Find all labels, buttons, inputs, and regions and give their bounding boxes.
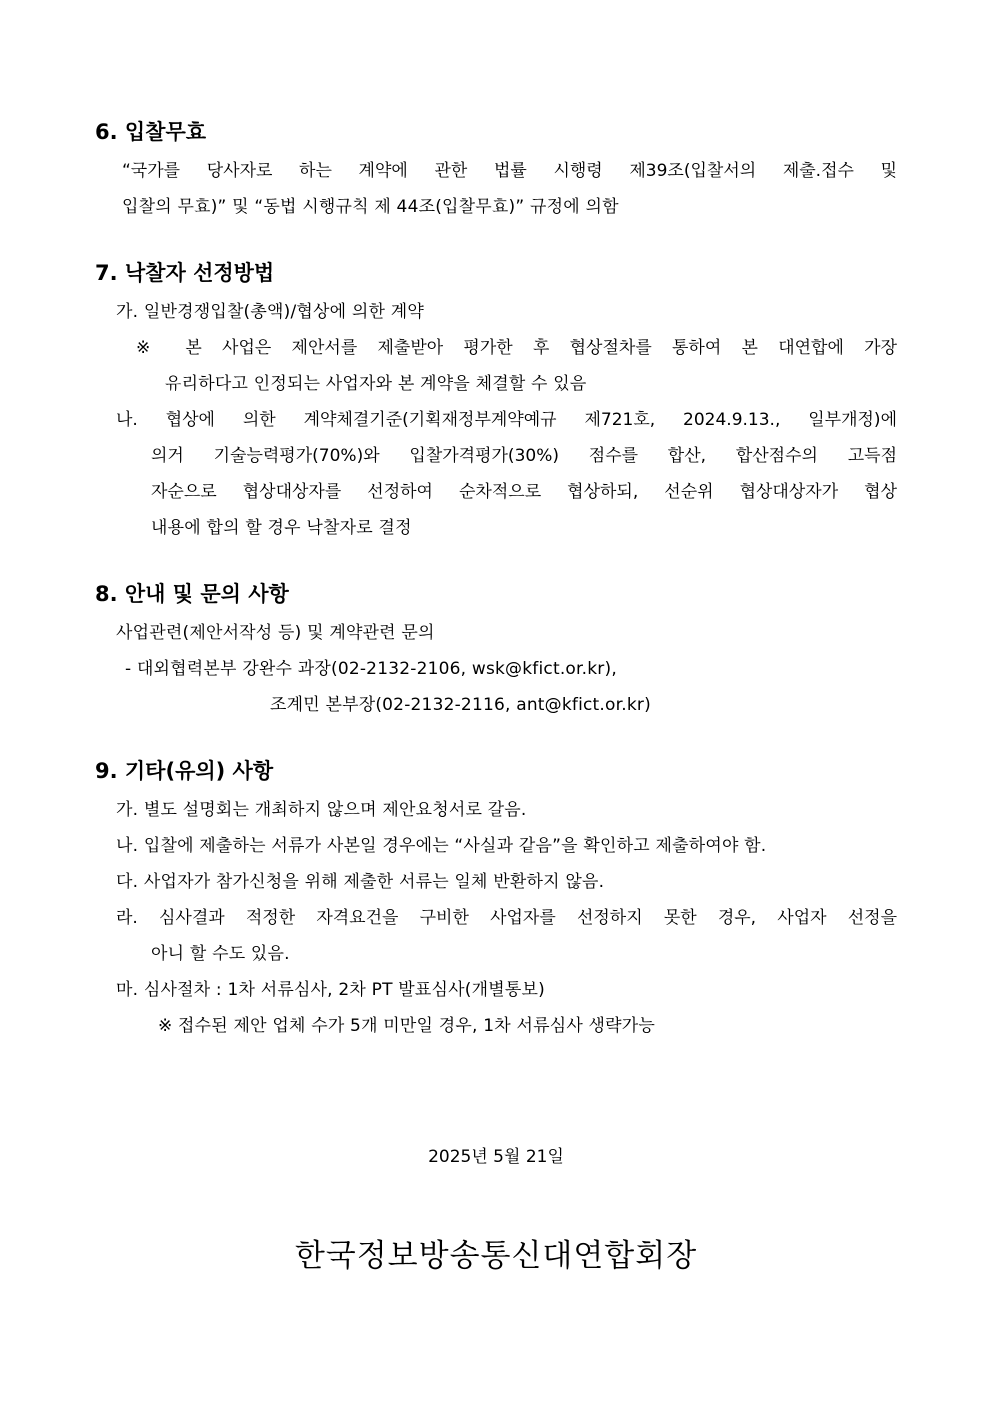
section-8-title: 8. 안내 및 문의 사항 [95,582,289,606]
section-6-title: 6. 입찰무효 [95,120,207,144]
section-6-line-1: “국가를 당사자로 하는 계약에 관한 법률 시행령 제39조(입찰서의 제출.접수 및 [122,161,897,181]
section-9-item-na: 나. 입찰에 제출하는 서류가 사본일 경우에는 “사실과 같음”을 확인하고 제출하여야 함. [116,836,767,856]
section-7-item-ga: 가. 일반경쟁입찰(총액)/협상에 의한 계약 [116,302,424,322]
section-7-note-line-2: 유리하다고 인정되는 사업자와 본 계약을 체결할 수 있음 [165,374,587,394]
section-9-title: 9. 기타(유의) 사항 [95,759,274,783]
document-date: 2025년 5월 21일 [428,1147,564,1167]
section-7-note-line-1: ※ 본 사업은 제안서를 제출받아 평가한 후 협상절차를 통하여 본 대연합에 가장 [136,338,897,358]
section-9-item-da: 다. 사업자가 참가신청을 위해 제출한 서류는 일체 반환하지 않음. [116,872,605,892]
section-9-item-ma: 마. 심사절차 : 1차 서류심사, 2차 PT 발표심사(개별통보) [116,980,545,1000]
section-9-item-ga: 가. 별도 설명회는 개최하지 않으며 제안요청서로 갈음. [116,800,527,820]
section-6-line-2: 입찰의 무효)” 및 “동법 시행규칙 제 44조(입찰무효)” 규정에 의함 [122,197,619,217]
section-8-contact-2: 조계민 본부장(02-2132-2116, ant@kfict.or.kr) [270,695,651,715]
section-7-item-na-line-3: 자순으로 협상대상자를 선정하여 순차적으로 협상하되, 선순위 협상대상자가 협상 [151,482,897,502]
section-9-item-ra-line-2: 아니 할 수도 있음. [151,944,290,964]
section-8-line-1: 사업관련(제안서작성 등) 및 계약관련 문의 [116,623,435,643]
section-8-contact-1: - 대외협력본부 강완수 과장(02-2132-2106, wsk@kfict.or.kr), [125,659,617,679]
issuer-signature: 한국정보방송통신대연합회장 [294,1238,698,1274]
section-9-note: ※ 접수된 제안 업체 수가 5개 미만일 경우, 1차 서류심사 생략가능 [158,1016,656,1036]
section-9-item-ra-line-1: 라. 심사결과 적정한 자격요건을 구비한 사업자를 선정하지 못한 경우, 사업자 선정을 [116,908,897,928]
section-7-item-na-line-4: 내용에 합의 할 경우 낙찰자로 결정 [151,518,412,538]
section-7-title: 7. 낙찰자 선정방법 [95,261,275,285]
section-7-item-na-line-1: 나. 협상에 의한 계약체결기준(기획재정부계약예규 제721호, 2024.9.13., 일부개정)에 [116,410,897,430]
section-7-item-na-line-2: 의거 기술능력평가(70%)와 입찰가격평가(30%) 점수를 합산, 합산점수의 고득점 [151,446,897,466]
